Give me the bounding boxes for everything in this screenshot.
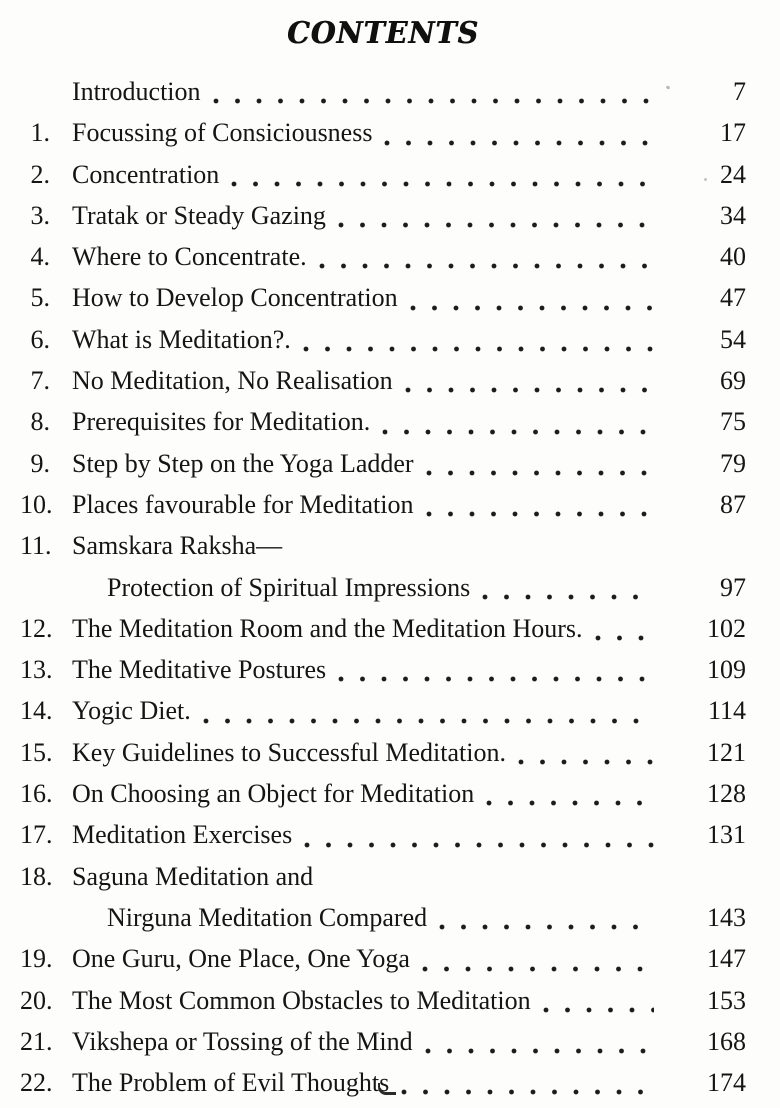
entry-title: Where to Concentrate. xyxy=(72,242,307,272)
entry-title: What is Meditation?. xyxy=(72,324,291,354)
dot-leader xyxy=(338,675,654,683)
entry-number: 2. xyxy=(30,159,50,189)
page-number: 147 xyxy=(707,944,746,974)
toc-entry-row xyxy=(20,401,746,442)
entry-title: The Problem of Evil Thoughts xyxy=(72,1068,390,1098)
toc-entry-row xyxy=(20,236,746,277)
entry-number: 19. xyxy=(20,944,53,974)
entry-number: 8. xyxy=(30,407,50,437)
dot-leader xyxy=(304,841,654,849)
toc-entry-row xyxy=(20,71,746,112)
page-number: 7 xyxy=(733,77,746,106)
dot-leader xyxy=(422,965,654,973)
dot-leader xyxy=(486,799,654,807)
entry-title: The Meditative Postures xyxy=(72,655,327,685)
dot-leader xyxy=(426,469,654,477)
entry-number: 16. xyxy=(20,779,53,809)
entry-title: Step by Step on the Yoga Ladder xyxy=(72,448,414,478)
entry-title-continuation: Protection of Spiritual Impressions xyxy=(107,572,471,602)
page-number: 174 xyxy=(707,1068,746,1098)
toc-entry-row xyxy=(20,443,746,484)
dot-leader xyxy=(319,262,654,270)
dot-leader xyxy=(338,221,654,229)
page-number: 121 xyxy=(707,737,746,767)
entry-title: The Most Common Obstacles to Meditation xyxy=(72,985,531,1015)
entry-title: Places favourable for Meditation xyxy=(72,489,414,519)
page-number: 34 xyxy=(720,200,746,230)
dot-leader xyxy=(231,180,654,188)
entry-number: 7. xyxy=(30,366,50,396)
toc-entry-row xyxy=(20,154,746,195)
entry-title: Introduction xyxy=(72,77,201,106)
entry-number: 3. xyxy=(30,200,50,230)
entry-number: 4. xyxy=(30,242,50,272)
page-number: 128 xyxy=(707,779,746,809)
entry-number: 1. xyxy=(30,118,50,148)
entry-number: 22. xyxy=(20,1068,53,1098)
toc-entry-row xyxy=(20,360,746,401)
toc-entry-row xyxy=(20,484,746,525)
toc-entry-row xyxy=(20,649,746,690)
dot-leader xyxy=(303,345,654,353)
entry-number: 13. xyxy=(20,655,53,685)
dot-leader xyxy=(543,1006,654,1014)
entry-number: 15. xyxy=(20,737,53,767)
dot-leader xyxy=(425,1047,654,1055)
page-title: CONTENTS xyxy=(287,16,479,51)
entry-title: Key Guidelines to Successful Meditation. xyxy=(72,737,506,767)
toc-entry-row xyxy=(20,773,746,814)
entry-title: Focussing of Consiciousness xyxy=(72,118,373,148)
entry-title-continuation: Nirguna Meditation Compared xyxy=(107,902,428,932)
entry-number: 10. xyxy=(20,489,53,519)
toc-entry-row xyxy=(20,856,746,897)
dot-leader xyxy=(213,97,654,105)
entry-title: Meditation Exercises xyxy=(72,820,293,850)
page-number: 79 xyxy=(720,448,746,478)
dot-leader xyxy=(595,634,654,642)
dot-leader xyxy=(382,428,654,436)
page-number: 153 xyxy=(707,985,746,1015)
entry-number: 12. xyxy=(20,613,53,643)
page-number: 143 xyxy=(707,902,746,932)
entry-title: Saguna Meditation and xyxy=(72,861,314,891)
dot-leader xyxy=(410,304,654,312)
page-number: 24 xyxy=(720,159,746,189)
dot-leader xyxy=(405,386,654,394)
entry-title: No Meditation, No Realisation xyxy=(72,366,393,396)
toc-entry-row xyxy=(20,319,746,360)
page-number: 87 xyxy=(720,489,746,519)
entry-title: On Choosing an Object for Meditation xyxy=(72,779,475,809)
entry-title: Samskara Raksha— xyxy=(72,531,283,561)
dot-leader xyxy=(384,139,654,147)
toc-entry-row xyxy=(20,1021,746,1062)
entry-number: 14. xyxy=(20,696,53,726)
toc-entry-row xyxy=(20,525,746,566)
page-number: 109 xyxy=(707,655,746,685)
toc-entry-row xyxy=(20,980,746,1021)
entry-title: Concentration xyxy=(72,159,220,189)
entry-number: 11. xyxy=(20,531,52,561)
toc-entry-row xyxy=(20,732,746,773)
toc-entry-row xyxy=(20,814,746,855)
page-number: 114 xyxy=(707,696,746,726)
dot-leader xyxy=(482,593,654,601)
entry-title: Prerequisites for Meditation. xyxy=(72,407,371,437)
page-number: 131 xyxy=(707,820,746,850)
toc-entry-row-continuation xyxy=(20,897,746,938)
dot-leader xyxy=(518,758,654,766)
page-number: 54 xyxy=(720,324,746,354)
dot-leader xyxy=(203,717,654,725)
entry-number: 6. xyxy=(30,324,50,354)
entry-title: One Guru, One Place, One Yoga xyxy=(72,944,410,974)
entry-number: 17. xyxy=(20,820,53,850)
entry-number: 5. xyxy=(30,283,50,313)
entry-number: 20. xyxy=(20,985,53,1015)
page-number: 17 xyxy=(720,118,746,148)
dot-leader xyxy=(439,923,654,931)
page-number: 102 xyxy=(707,613,746,643)
entry-title: Tratak or Steady Gazing xyxy=(72,200,326,230)
page-number: 75 xyxy=(720,407,746,437)
toc-entry-row xyxy=(20,112,746,153)
toc-entry-row xyxy=(20,277,746,318)
entry-number: 18. xyxy=(20,861,53,891)
page-number: 47 xyxy=(720,283,746,313)
toc-entry-row xyxy=(20,1062,746,1103)
entry-title: Vikshepa or Tossing of the Mind xyxy=(72,1026,413,1056)
toc-entry-row xyxy=(20,608,746,649)
entry-number: 9. xyxy=(30,448,50,478)
entry-title: The Meditation Room and the Meditation Hours. xyxy=(72,613,583,643)
dot-leader xyxy=(401,1088,654,1096)
page-number: 69 xyxy=(720,366,746,396)
toc-entry-row-continuation xyxy=(20,567,746,608)
toc-entry-row xyxy=(20,690,746,731)
toc-entry-row xyxy=(20,195,746,236)
page-number: 97 xyxy=(720,572,746,602)
entry-number: 21. xyxy=(20,1026,53,1056)
entry-title: Yogic Diet. xyxy=(72,696,191,726)
toc-list xyxy=(20,71,746,1103)
entry-title: How to Develop Concentration xyxy=(72,283,398,313)
page-number: 168 xyxy=(707,1026,746,1056)
toc-entry-row xyxy=(20,938,746,979)
page-number: 40 xyxy=(720,242,746,272)
dot-leader xyxy=(426,510,655,518)
